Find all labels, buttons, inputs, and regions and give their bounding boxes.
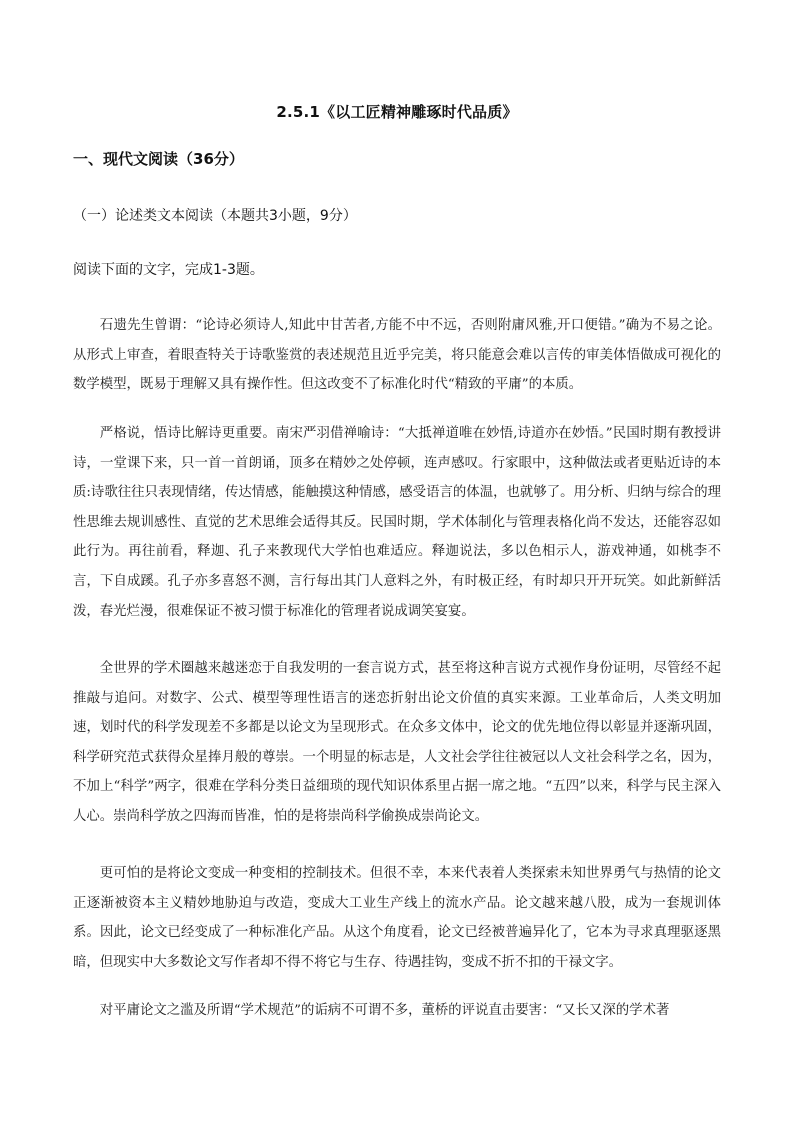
reading-instruction: 阅读下面的文字，完成1-3题。 (73, 262, 264, 278)
passage-paragraph-5: 对平庸论文之滥及所谓“学术规范”的诟病不可谓不多，董桥的评说直击要害：“又长又深的学术著 (99, 1003, 670, 1018)
passage-paragraph-1: 石遗先生曾谓：“论诗必须诗人,知此中甘苦者,方能不中不远，否则附庸风雅,开口便错。”确为不易之论。从形式上审查，着眼查特关于诗歌鉴赏的表述规范且近乎完美，将只能意会难以言传的审美体悟做成可视化的数学模型，既易于理解又具有操作性。但这改变不了标准化时代“精致的平庸”的本质。 (73, 318, 721, 393)
section-heading: 一、现代文阅读（36分） (73, 150, 244, 168)
passage-paragraph-4: 更可怕的是将论文变成一种变相的控制技术。但很不幸，本来代表着人类探索未知世界勇气与热情的论文正逐渐被资本主义精妙地胁迫与改造，变成大工业生产线上的流水产品。论文越来越八股，成为一套规训体系。因此，论文已经变成了一种标准化产品。从这个角度看，论文已经被普遍异化了，它本为寻求真理驱逐黑暗，但现实中大多数论文写作者却不得不将它与生存、待遇挂钩，变成不折不扣的干禄文字。 (73, 866, 721, 970)
subsection-heading: （一）论述类文本阅读（本题共3小题，9分） (73, 208, 357, 224)
passage-paragraph-3: 全世界的学术圈越来越迷恋于自我发明的一套言说方式，甚至将这种言说方式视作身份证明，尽管经不起推敲与追问。对数字、公式、模型等理性语言的迷恋折射出论文价值的真实来源。工业革命后，人类文明加速，划时代的科学发现差不多都是以论文为呈现形式。在众多文体中，论文的优先地位得以彰显并逐渐巩固，科学研究范式获得众星捧月般的尊崇。一个明显的标志是，人文社会学往往被冠以人文社会科学之名，因为，不加上“科学”两字，很难在学科分类日益细琐的现代知识体系里占据一席之地。“五四”以来，科学与民主深入人心。崇尚科学放之四海而皆准，怕的是将崇尚科学偷换成崇尚论文。 (73, 661, 721, 824)
document-title: 2.5.1《以工匠精神雕琢时代品质》 (276, 103, 518, 121)
passage-paragraph-2: 严格说，悟诗比解诗更重要。南宋严羽借禅喻诗：“大抵禅道唯在妙悟,诗道亦在妙悟。”民国时期有教授讲诗，一堂课下来，只一首一首朗诵，顶多在精妙之处停顿，连声感叹。行家眼中，这种做法或者更贴近诗的本质:诗歌往往只表现情绪，传达情感，能触摸这种情感，感受语言的体温，也就够了。用分析、归纳与综合的理性思维去规训感性、直觉的艺术思维会适得其反。民国时期，学术体制化与管理表格化尚不发达，还能容忍如此行为。再往前看，释迦、孔子来教现代大学怕也难适应。释迦说法，多以色相示人，游戏神通，如桃李不言，下自成蹊。孔子亦多喜怒不测，言行每出其门人意料之外，有时极正经，有时却只开开玩笑。如此新鲜活泼，春光烂漫，很难保证不被习惯于标准化的管理者说成调笑宴宴。 (73, 426, 721, 619)
